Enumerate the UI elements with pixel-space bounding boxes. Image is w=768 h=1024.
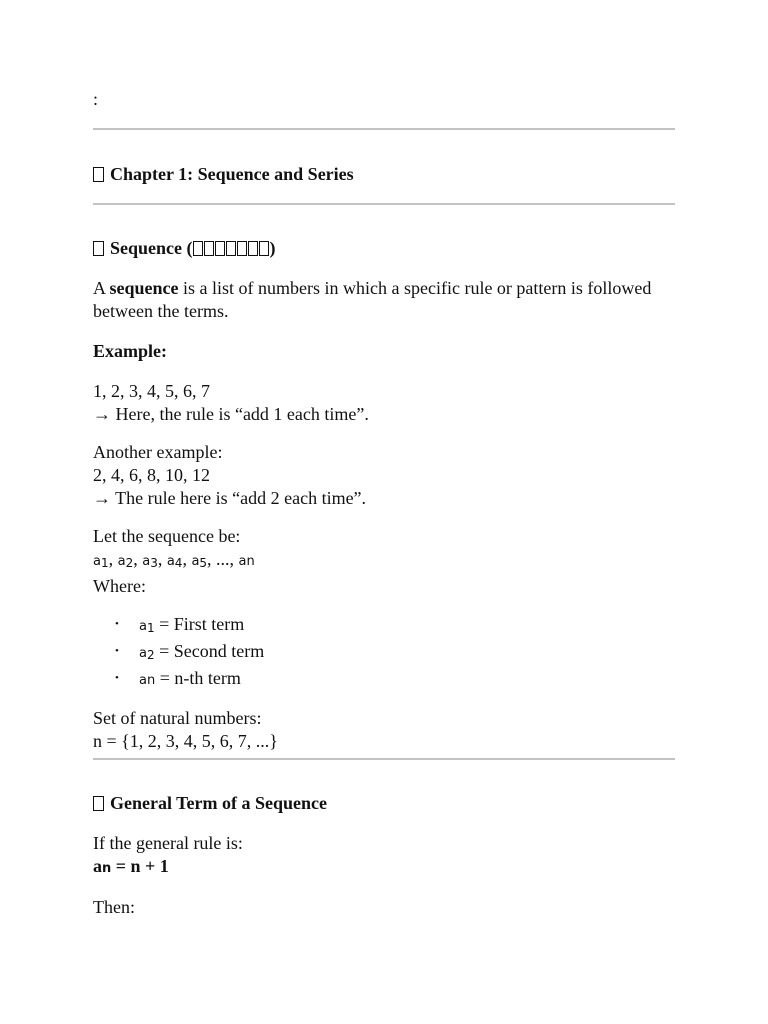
- sequence-title-suffix: ): [269, 238, 276, 258]
- example-1: [93, 380, 675, 426]
- example-1-rule: → Here, the rule is “add 1 each time”.: [93, 404, 369, 424]
- missing-glyph-icon: [193, 241, 203, 256]
- bullet-3-sub: n: [146, 673, 156, 688]
- definition-term: sequence: [109, 278, 179, 298]
- general-rule: [93, 832, 675, 880]
- where-label: Where:: [93, 576, 146, 596]
- divider-1: [93, 128, 675, 130]
- term-a2-base: a: [117, 554, 126, 569]
- example-2-values: 2, 4, 6, 8, 10, 12: [93, 465, 210, 485]
- example-2-rule: → The rule here is “add 2 each time”.: [93, 488, 367, 508]
- missing-glyph-icon: [237, 241, 247, 256]
- natural-label: Set of natural numbers:: [93, 708, 262, 728]
- natural-set: n = {1, 2, 3, 4, 5, 6, 7, ...}: [93, 731, 278, 751]
- rule-formula: [93, 855, 675, 880]
- general-term-title: General Term of a Sequence: [110, 793, 327, 813]
- term-a3-sub: 3: [150, 556, 158, 570]
- colon-line: :: [93, 89, 99, 109]
- bullet-3-text: = n-th term: [155, 668, 241, 688]
- bullet-3-base: a: [139, 673, 147, 688]
- term-a2-sub: 2: [125, 556, 134, 570]
- missing-glyph-icon: [226, 241, 236, 256]
- divider-2: [93, 203, 675, 205]
- missing-glyph-icon: [248, 241, 258, 256]
- bullet-1-base: a: [139, 619, 147, 634]
- divider-3: [93, 758, 675, 760]
- then-label: Then:: [93, 897, 135, 917]
- missing-glyph-icon: [259, 241, 269, 256]
- bullet-1-text: = First term: [154, 614, 245, 634]
- term-a1-sub: 1: [100, 556, 109, 570]
- let-label: Let the sequence be:: [93, 526, 241, 546]
- missing-glyph-icon: [204, 241, 214, 256]
- term-a3-base: a: [142, 554, 151, 569]
- example-label: [93, 340, 675, 363]
- missing-glyph-icon: [215, 241, 225, 256]
- example-2-label: Another example:: [93, 442, 223, 462]
- definition-text-start: A: [93, 278, 110, 298]
- bullet-2-text: = Second term: [154, 641, 265, 661]
- term-definitions-list: [93, 613, 675, 692]
- rule-label: If the general rule is:: [93, 833, 243, 853]
- example-1-values: 1, 2, 3, 4, 5, 6, 7: [93, 381, 210, 401]
- list-item: [139, 667, 675, 692]
- chapter-heading: [93, 163, 675, 186]
- bullet-2-base: a: [139, 646, 147, 661]
- list-item: [139, 640, 675, 667]
- sequence-heading: [93, 237, 675, 260]
- term-a1-base: a: [93, 554, 101, 569]
- term-a5-base: a: [191, 554, 200, 569]
- natural-numbers: [93, 707, 675, 753]
- definition-text-end: is a list of numbers in which a specific rule or pattern is followed between the terms.: [93, 278, 652, 321]
- term-an-sub: n: [246, 554, 255, 569]
- rule-formula-sub: n: [102, 861, 112, 876]
- rule-formula-rest: = n + 1: [111, 856, 169, 876]
- rule-formula-base: a: [93, 856, 102, 876]
- document-page: [93, 88, 675, 919]
- sequence-notation: [93, 525, 675, 598]
- terms-ellipsis: , ...,: [207, 549, 239, 569]
- missing-glyph-icon: [93, 796, 104, 811]
- chapter-title: Chapter 1: Sequence and Series: [110, 164, 354, 184]
- sequence-terms: a1, a2, a3, a4, a5, ..., an: [93, 549, 255, 570]
- sequence-title-prefix: Sequence (: [110, 238, 193, 258]
- general-term-heading: [93, 792, 675, 815]
- term-an-base: a: [238, 554, 247, 569]
- missing-glyph-icon: [93, 241, 104, 256]
- list-item: [139, 613, 675, 640]
- term-a4-base: a: [166, 554, 175, 569]
- term-a4-sub: 4: [174, 556, 183, 570]
- example-2: [93, 441, 675, 510]
- term-a5-sub: 5: [199, 556, 208, 570]
- bullet-1-sub: 1: [146, 621, 155, 635]
- missing-glyph-icon: [93, 167, 104, 182]
- bullet-2-sub: 2: [146, 648, 155, 662]
- sequence-definition: [93, 277, 675, 323]
- example-label-text: Example:: [93, 341, 167, 361]
